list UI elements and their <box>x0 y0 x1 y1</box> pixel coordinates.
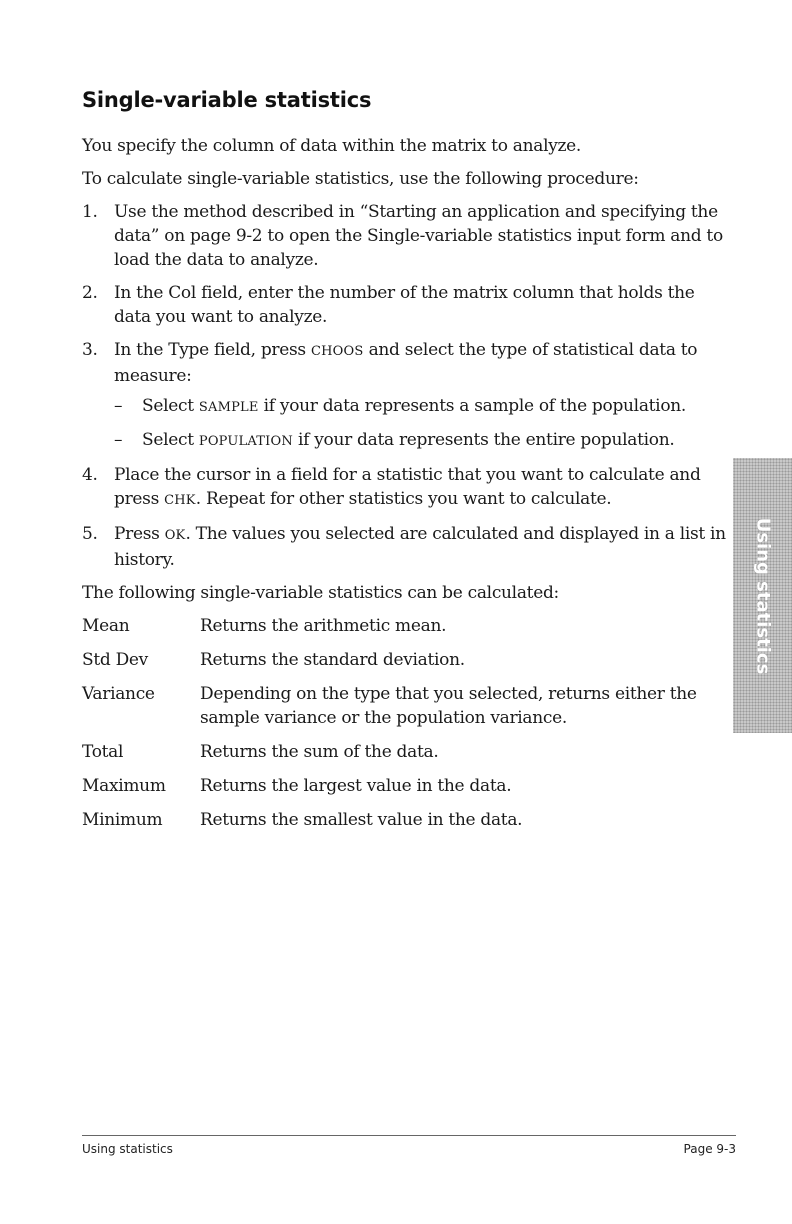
key-sample: SAMPLE <box>198 400 259 415</box>
step-number: 4. <box>82 465 98 485</box>
definition-row <box>82 648 732 672</box>
statistics-intro: The following single-variable statistics can be calculated: <box>82 583 559 603</box>
step-text: In the Col field, enter the number of the matrix column that holds the data you want to analyze. <box>114 283 695 327</box>
step-number: 3. <box>82 340 98 360</box>
procedure-step <box>82 522 732 572</box>
key-ok: OK <box>164 528 186 543</box>
step-text-post: . Repeat for other statistics you want to calculate. <box>195 489 612 509</box>
option-sample <box>114 394 732 420</box>
procedure-step <box>82 200 732 272</box>
definition-term: Std Dev <box>82 650 148 670</box>
footer-divider <box>82 1135 736 1136</box>
key-choos: CHOOS <box>310 344 364 359</box>
step-text-pre: Press <box>114 524 165 544</box>
procedure-steps <box>82 200 732 572</box>
procedure-intro: To calculate single-variable statistics, use the following procedure: <box>82 169 639 189</box>
key-chk: CHK <box>164 493 196 508</box>
footer-chapter-title: Using statistics <box>82 1142 173 1156</box>
definition-description: Returns the arithmetic mean. <box>200 616 447 636</box>
definition-row <box>82 682 732 730</box>
intro-paragraph: You specify the column of data within the matrix to analyze. <box>82 136 582 156</box>
section-heading: Single-variable statistics <box>82 88 372 112</box>
definition-description: Depending on the type that you selected, returns either the sample variance or the population variance. <box>200 684 697 728</box>
definition-description: Returns the standard deviation. <box>200 650 465 670</box>
dash: – <box>114 430 123 450</box>
chapter-tab-label: Using statistics <box>752 517 773 674</box>
definition-term: Minimum <box>82 810 163 830</box>
definition-term: Maximum <box>82 776 166 796</box>
definition-row <box>82 774 732 798</box>
key-population: POPULATION <box>198 434 293 449</box>
step-number: 1. <box>82 202 98 222</box>
procedure-step <box>82 338 732 454</box>
option-text-post: if your data represents the entire population. <box>292 430 675 450</box>
step-number: 5. <box>82 524 98 544</box>
page-content <box>82 88 732 842</box>
type-options <box>114 394 732 454</box>
dash: – <box>114 396 123 416</box>
definition-term: Mean <box>82 616 130 636</box>
step-text-pre: Place the cursor in a field for a statistic that you want to calculate and press <box>114 465 701 509</box>
step-text: Use the method described in “Starting an application and specifying the data” on page 9-2 to open the Single-variable statistics input form and to load the data to analyze. <box>114 202 723 270</box>
chapter-thumb-tab <box>733 458 792 733</box>
definition-term: Total <box>82 742 124 762</box>
statistics-definitions <box>82 614 732 832</box>
option-text-pre: Select <box>142 430 199 450</box>
footer-page-number: Page 9-3 <box>683 1142 736 1156</box>
definition-description: Returns the smallest value in the data. <box>200 810 523 830</box>
definition-description: Returns the sum of the data. <box>200 742 439 762</box>
procedure-step <box>82 463 732 513</box>
definition-row <box>82 808 732 832</box>
step-text-pre: In the Type field, press <box>114 340 311 360</box>
definition-term: Variance <box>82 684 155 704</box>
step-text-post: . The values you selected are calculated and displayed in a list in history. <box>114 524 726 570</box>
definition-row <box>82 614 732 638</box>
option-population <box>114 428 732 454</box>
option-text-pre: Select <box>142 396 199 416</box>
procedure-step <box>82 281 732 329</box>
definition-description: Returns the largest value in the data. <box>200 776 512 796</box>
definition-row <box>82 740 732 764</box>
step-number: 2. <box>82 283 98 303</box>
option-text-post: if your data represents a sample of the population. <box>258 396 687 416</box>
step-text-post: and select the type of statistical data to measure: <box>114 340 698 386</box>
